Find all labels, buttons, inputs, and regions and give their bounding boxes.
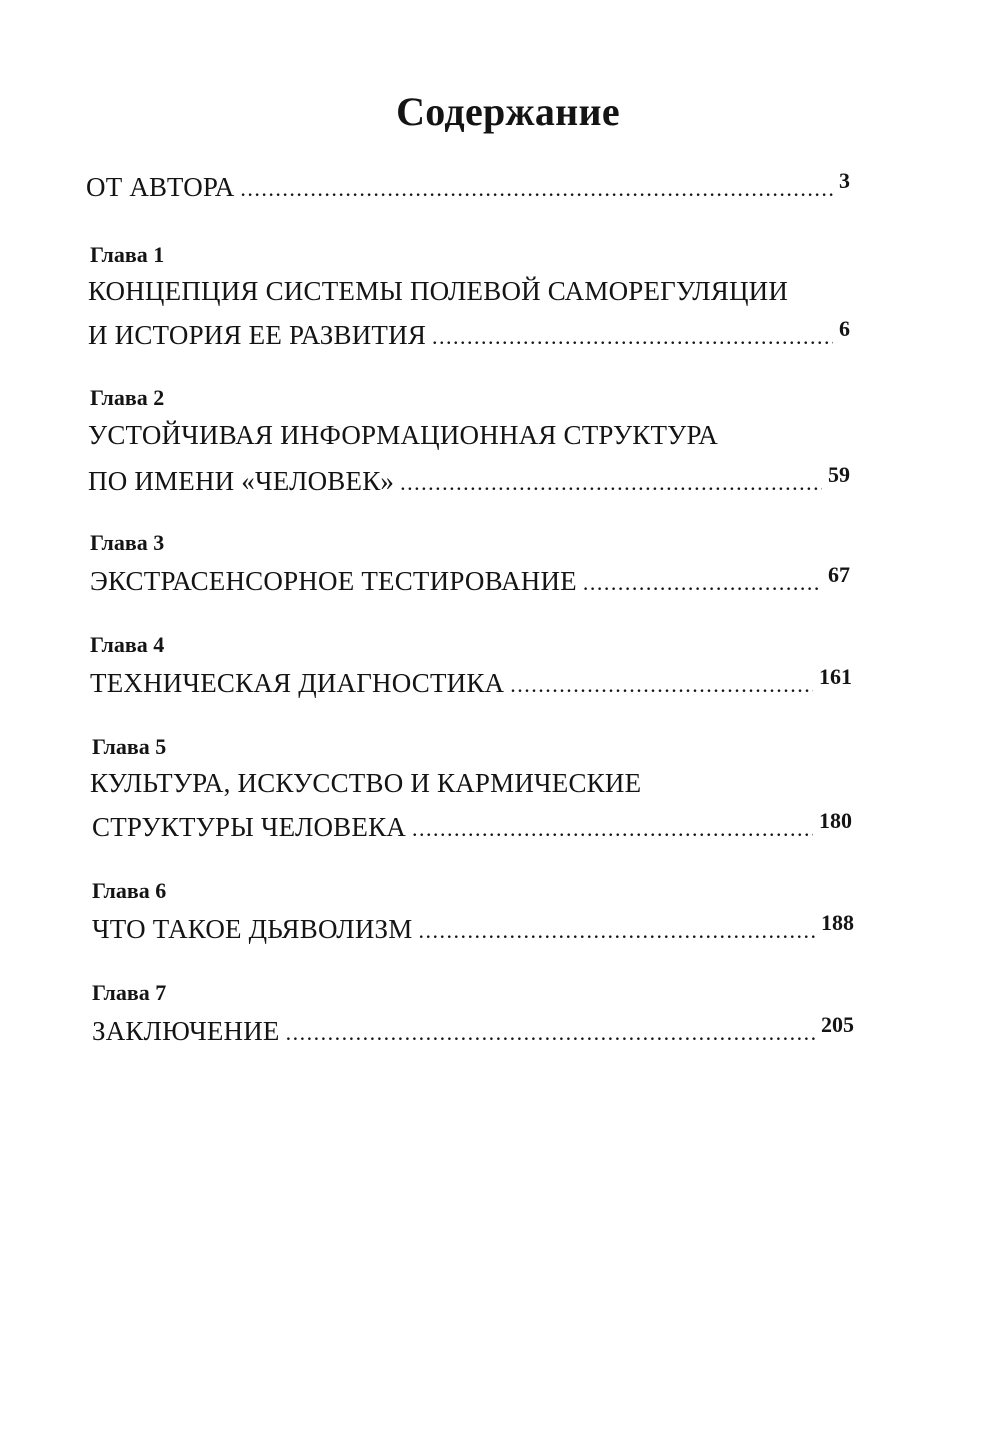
chapter-label: Глава 6 — [92, 878, 167, 903]
toc-page-number: 67 — [828, 562, 850, 587]
toc-entry-author[interactable] — [86, 168, 850, 203]
leader-dots — [240, 176, 833, 202]
page-title: Содержание — [396, 89, 620, 134]
toc-page-number: 3 — [839, 168, 850, 193]
chapter-label: Глава 3 — [90, 530, 165, 555]
toc-entry-title: ЭКСТРАСЕНСОРНОЕ ТЕСТИРОВАНИЕ — [90, 566, 577, 596]
chapter-label: Глава 2 — [90, 385, 165, 410]
toc-page-number: 6 — [839, 316, 850, 341]
toc-page-number: 180 — [819, 808, 852, 833]
leader-dots — [418, 918, 815, 944]
leader-dots — [583, 570, 822, 596]
toc-entry-ch2-line2[interactable] — [88, 462, 850, 497]
toc-entry-ch3[interactable] — [90, 562, 850, 597]
leader-dots — [412, 816, 813, 842]
toc-entry-title: КУЛЬТУРА, ИСКУССТВО И КАРМИЧЕСКИЕ — [90, 768, 642, 798]
toc-entry-title: И ИСТОРИЯ ЕЕ РАЗВИТИЯ — [88, 320, 427, 350]
toc-entry-title: КОНЦЕПЦИЯ СИСТЕМЫ ПОЛЕВОЙ САМОРЕГУЛЯЦИИ — [88, 276, 789, 306]
toc-entry-title: СТРУКТУРЫ ЧЕЛОВЕКА — [92, 812, 406, 842]
chapter-label: Глава 5 — [92, 734, 167, 759]
leader-dots — [286, 1020, 815, 1046]
leader-dots — [400, 470, 822, 496]
toc-entry-ch2-line1[interactable] — [88, 420, 718, 451]
toc-entry-title: ЗАКЛЮЧЕНИЕ — [92, 1016, 280, 1046]
toc-page-number: 161 — [819, 664, 852, 689]
toc-entry-title: ТЕХНИЧЕСКАЯ ДИАГНОСТИКА — [90, 668, 505, 698]
toc-entry-ch1-line1[interactable] — [88, 276, 788, 307]
chapter-label: Глава 4 — [90, 632, 165, 657]
leader-dots — [510, 672, 813, 698]
toc-entry-title: ПО ИМЕНИ «ЧЕЛОВЕК» — [88, 466, 395, 496]
toc-entry-ch4[interactable] — [90, 664, 852, 699]
chapter-label: Глава 7 — [92, 980, 167, 1005]
toc-page-number: 205 — [821, 1012, 854, 1037]
toc-entry-ch5-line2[interactable] — [92, 808, 852, 843]
toc-page-number: 59 — [828, 462, 850, 487]
toc-entry-title: ОТ АВТОРА — [86, 172, 235, 202]
leader-dots — [432, 324, 833, 350]
toc-entry-title: ЧТО ТАКОЕ ДЬЯВОЛИЗМ — [92, 914, 413, 944]
toc-entry-title: УСТОЙЧИВАЯ ИНФОРМАЦИОННАЯ СТРУКТУРА — [88, 420, 718, 450]
toc-entry-ch5-line1[interactable] — [90, 768, 641, 799]
toc-entry-ch7[interactable] — [92, 1012, 854, 1047]
toc-entry-ch6[interactable] — [92, 910, 854, 945]
toc-entry-ch1-line2[interactable] — [88, 316, 850, 351]
toc-page-number: 188 — [821, 910, 854, 935]
chapter-label: Глава 1 — [90, 242, 165, 267]
